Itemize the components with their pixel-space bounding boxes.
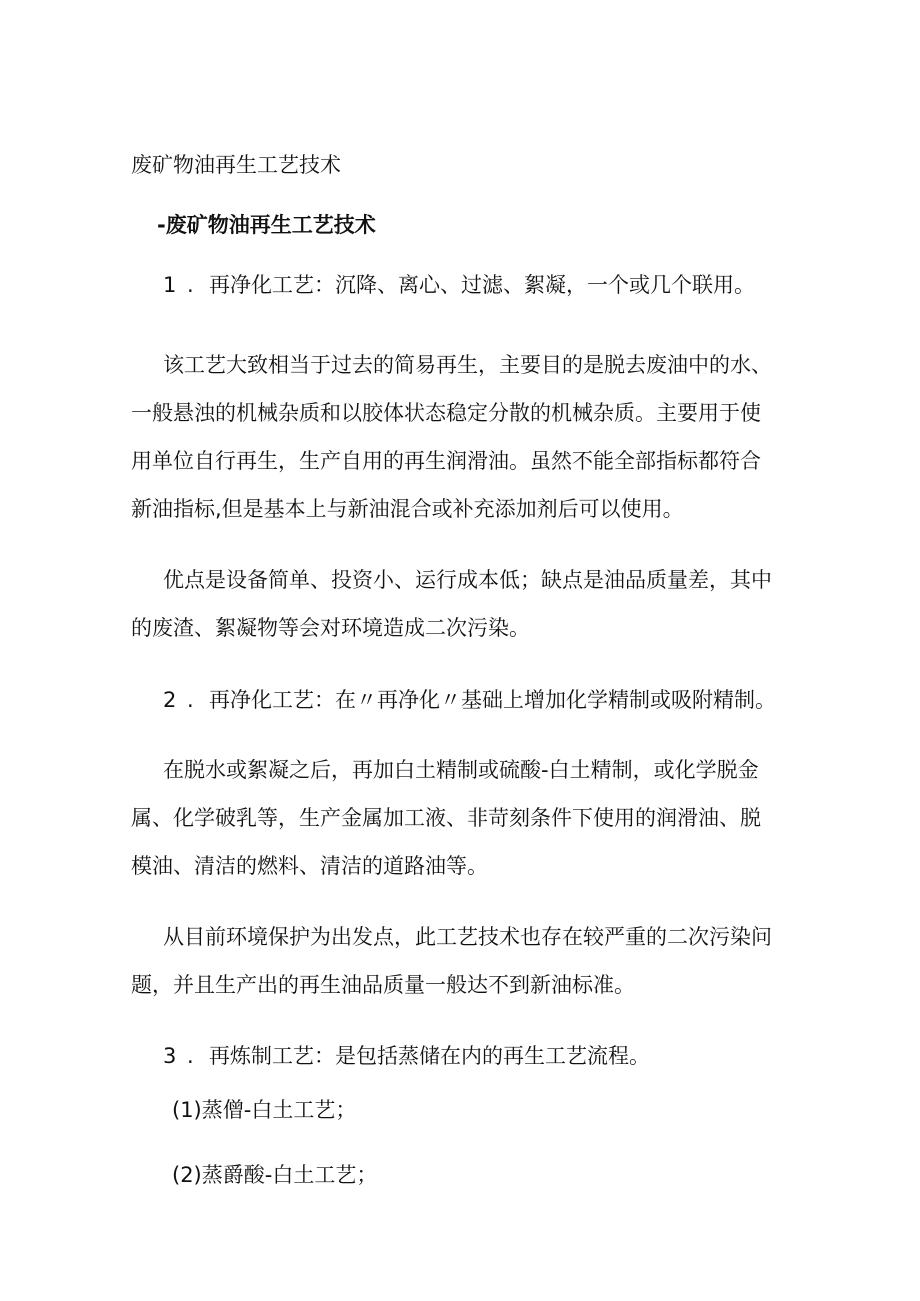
paragraph-line: 一般悬浊的机械杂质和以胶体状态稳定分散的机械杂质。主要用于使 — [131, 401, 761, 425]
item-separator: . — [187, 688, 194, 712]
item-number: 3 — [163, 1044, 177, 1068]
paragraph-line: 题，并且生产出的再生油品质量一般达不到新油标准。 — [131, 973, 635, 997]
sub-item: (2)蒸爵酸-白土工艺； — [172, 1163, 378, 1187]
item-1-heading — [163, 270, 755, 300]
item-heading-text: 再炼制工艺：是包括蒸储在内的再生工艺流程。 — [209, 1044, 650, 1068]
paragraph-line: 属、化学破乳等，生产金属加工液、非苛刻条件下使用的润滑油、脱 — [131, 806, 761, 830]
item-separator: . — [187, 1044, 194, 1068]
item-number: 1 — [163, 273, 177, 297]
item-heading-text: 再净化工艺：在〃再净化〃基础上增加化学精制或吸附精制。 — [209, 688, 776, 712]
item-3-heading — [163, 1041, 650, 1071]
item-2-heading — [163, 685, 776, 715]
sub-item: (1)蒸僧-白土工艺； — [172, 1098, 357, 1122]
item-separator: . — [187, 273, 194, 297]
paragraph-line: 优点是设备简单、投资小、运行成本低；缺点是油品质量差，其中 — [163, 568, 772, 592]
paragraph-line: 新油指标,但是基本上与新油混合或补充添加剂后可以使用。 — [131, 497, 684, 521]
paragraph-line: 从目前环境保护为出发点，此工艺技术也存在较严重的二次污染问 — [163, 925, 772, 949]
paragraph-line: 的废渣、絮凝物等会对环境造成二次污染。 — [131, 616, 530, 640]
item-number: 2 — [163, 688, 177, 712]
section-title: -废矿物油再生工艺技术 — [157, 213, 376, 237]
item-heading-text: 再净化工艺：沉降、离心、过滤、絮凝，一个或几个联用。 — [209, 273, 755, 297]
paragraph-line: 该工艺大致相当于过去的简易再生，主要目的是脱去废油中的水、 — [163, 353, 772, 377]
paragraph-line: 在脱水或絮凝之后，再加白土精制或硫酸-白土精制，或化学脱金 — [163, 758, 759, 782]
paragraph-line: 模油、清洁的燃料、清洁的道路油等。 — [131, 854, 488, 878]
document-title: 废矿物油再生工艺技术 — [131, 153, 341, 177]
paragraph-line: 用单位自行再生，生产自用的再生润滑油。虽然不能全部指标都符合 — [131, 449, 761, 473]
